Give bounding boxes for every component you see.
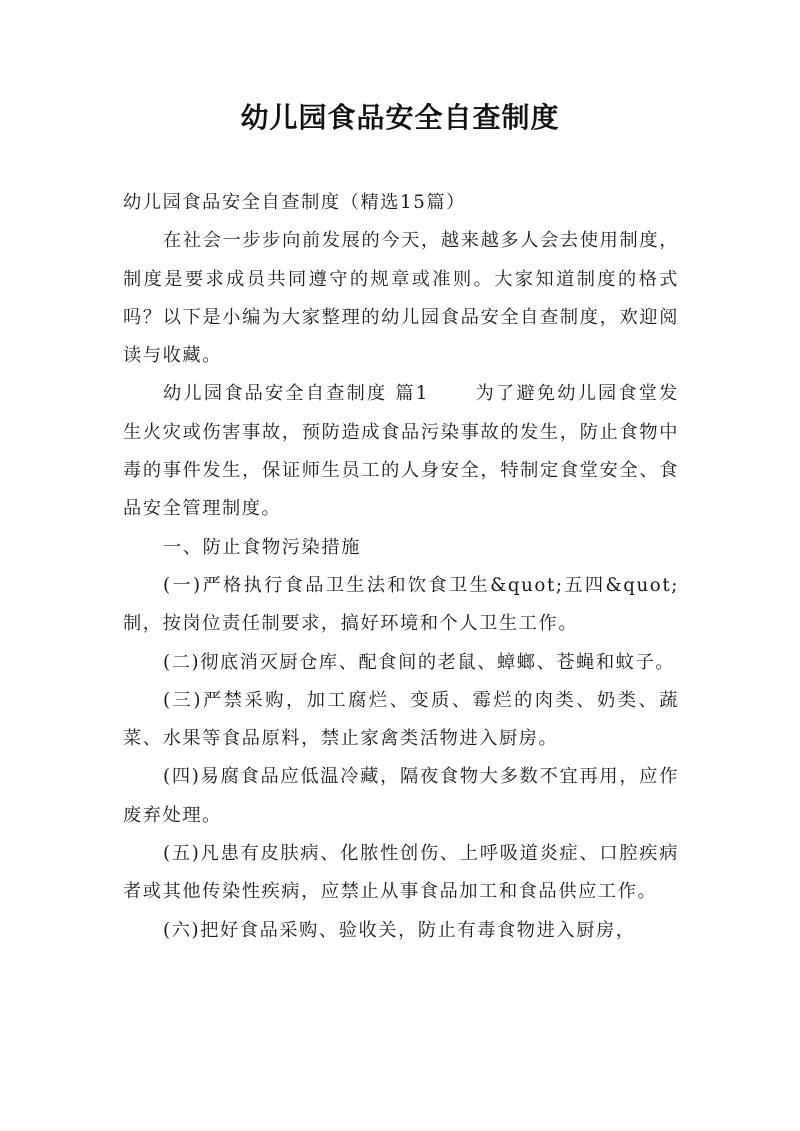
section-1-paragraph bbox=[123, 375, 679, 528]
list-item: (六)把好食品采购、验收关，防止有毒食物进入厨房， bbox=[163, 919, 636, 941]
document-title: 幼儿园食品安全自查制度 bbox=[240, 101, 560, 134]
section-1-text: 为了避免幼儿园食堂发生火灾或伤害事故，预防造成食品污染事故的发生，防止食物中毒的事件发生，保证师生员工的人身安全，特制定食堂安全、食品安全管理制度。 bbox=[123, 383, 679, 520]
list-item: (四)易腐食品应低温冷藏，隔夜食物大多数不宜再用，应作废弃处理。 bbox=[123, 766, 679, 826]
document-body bbox=[123, 184, 679, 950]
list-item: (二)彻底消灭厨仓库、配食间的老鼠、蟑螂、苍蝇和蚊子。 bbox=[163, 651, 676, 673]
part-1-heading: 一、防止食物污染措施 bbox=[163, 536, 361, 558]
list-item: (一)严格执行食品卫生法和饮食卫生&quot;五四&quot;制，按岗位责任制要求，搞好环境和个人卫生工作。 bbox=[123, 574, 679, 635]
list-item: (五)凡患有皮肤病、化脓性创伤、上呼吸道炎症、口腔疾病者或其他传染性疾病，应禁止从事食品加工和食品供应工作。 bbox=[123, 843, 679, 903]
document-subtitle: 幼儿园食品安全自查制度（精选15篇） bbox=[123, 192, 466, 213]
intro-paragraph: 在社会一步步向前发展的今天，越来越多人会去使用制度，制度是要求成员共同遵守的规章或准则。大家知道制度的格式吗？以下是小编为大家整理的幼儿园食品安全自查制度，欢迎阅读与收藏。 bbox=[123, 230, 679, 367]
section-1-heading: 幼儿园食品安全自查制度 篇1 bbox=[163, 383, 429, 405]
list-item: (三)严禁采购，加工腐烂、变质、霉烂的肉类、奶类、蔬菜、水果等食品原料，禁止家禽类活物进入厨房。 bbox=[123, 689, 679, 750]
